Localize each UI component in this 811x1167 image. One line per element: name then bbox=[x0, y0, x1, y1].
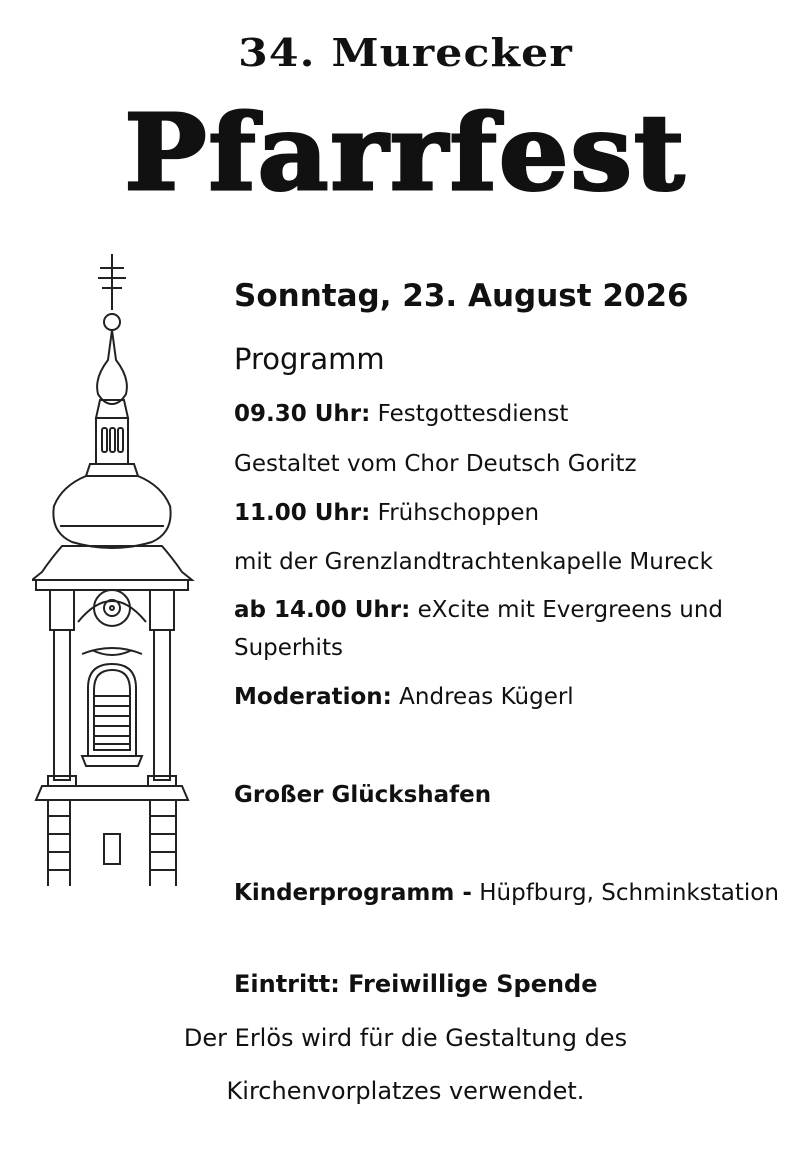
entry-note: Eintritt: Freiwillige Spende bbox=[234, 970, 598, 998]
poster-subtitle: 34. Murecker bbox=[238, 30, 573, 75]
church-tower-icon bbox=[32, 250, 202, 890]
program-text: Gestaltet vom Chor Deutsch Goritz bbox=[234, 451, 637, 477]
glueckshafen-label: Großer Glückshafen bbox=[234, 782, 492, 808]
program-text: Frühschoppen bbox=[370, 500, 540, 526]
program-time: 09.30 Uhr: bbox=[234, 401, 371, 427]
program-time: 11.00 Uhr: bbox=[234, 500, 371, 526]
program-item bbox=[234, 597, 723, 623]
program-text: Festgottesdienst bbox=[370, 401, 569, 427]
kids-label: Kinderprogramm - bbox=[234, 880, 472, 906]
program-text: eXcite mit Evergreens und bbox=[410, 597, 724, 623]
footer-note-line2: Kirchenvorplatzes verwendet. bbox=[226, 1077, 585, 1105]
kids-program bbox=[234, 880, 779, 906]
program-time: Moderation: bbox=[234, 684, 392, 710]
program-heading: Programm bbox=[234, 342, 385, 376]
program-item bbox=[234, 549, 713, 575]
footer-note-line1: Der Erlös wird für die Gestaltung des bbox=[183, 1024, 628, 1052]
program-text: mit der Grenzlandtrachtenkapelle Mureck bbox=[234, 549, 713, 575]
poster-title: Pfarrfest bbox=[124, 91, 687, 214]
program-time: ab 14.00 Uhr: bbox=[234, 597, 411, 623]
program-item bbox=[234, 684, 574, 710]
program-text: Superhits bbox=[234, 635, 343, 661]
kids-text: Hüpfburg, Schminkstation bbox=[471, 880, 779, 906]
program-item bbox=[234, 451, 637, 477]
program-item bbox=[234, 635, 343, 661]
program-text: Andreas Kügerl bbox=[391, 684, 574, 710]
program-item bbox=[234, 500, 539, 526]
event-date: Sonntag, 23. August 2026 bbox=[234, 278, 689, 314]
program-item bbox=[234, 401, 568, 427]
